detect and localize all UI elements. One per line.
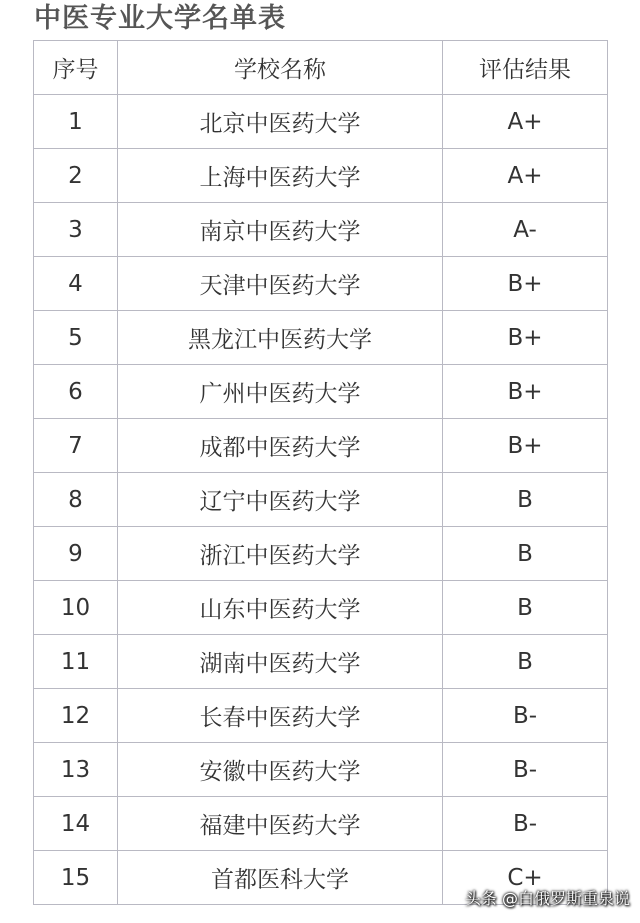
university-table-container (33, 40, 607, 905)
row-index: 2 (34, 149, 118, 203)
row-index: 15 (34, 851, 118, 905)
table-body (34, 95, 608, 905)
row-school-name: 安徽中医药大学 (118, 743, 443, 797)
header-evaluation-result: 评估结果 (443, 41, 608, 95)
row-evaluation-result: C+ (443, 851, 608, 905)
row-school-name: 长春中医药大学 (118, 689, 443, 743)
row-index: 3 (34, 203, 118, 257)
table-row (34, 95, 608, 149)
row-evaluation-result: B (443, 473, 608, 527)
row-index: 5 (34, 311, 118, 365)
row-index: 8 (34, 473, 118, 527)
row-evaluation-result: A+ (443, 95, 608, 149)
table-row (34, 311, 608, 365)
table-row (34, 743, 608, 797)
row-index: 11 (34, 635, 118, 689)
table-row (34, 149, 608, 203)
table-row (34, 527, 608, 581)
header-index: 序号 (34, 41, 118, 95)
university-table (33, 40, 608, 905)
table-row (34, 581, 608, 635)
table-row (34, 797, 608, 851)
table-row (34, 635, 608, 689)
table-row (34, 689, 608, 743)
page-title: 中医专业大学名单表 (34, 3, 286, 34)
row-evaluation-result: B+ (443, 311, 608, 365)
row-evaluation-result: B+ (443, 257, 608, 311)
row-evaluation-result: A+ (443, 149, 608, 203)
row-index: 6 (34, 365, 118, 419)
row-school-name: 首都医科大学 (118, 851, 443, 905)
row-evaluation-result: B (443, 581, 608, 635)
source-watermark: 头条 @白俄罗斯重泉说 (464, 889, 630, 908)
row-evaluation-result: B+ (443, 419, 608, 473)
row-evaluation-result: A- (443, 203, 608, 257)
row-index: 12 (34, 689, 118, 743)
row-school-name: 黑龙江中医药大学 (118, 311, 443, 365)
row-school-name: 成都中医药大学 (118, 419, 443, 473)
row-index: 1 (34, 95, 118, 149)
table-row (34, 257, 608, 311)
row-school-name: 山东中医药大学 (118, 581, 443, 635)
header-school-name: 学校名称 (118, 41, 443, 95)
row-index: 14 (34, 797, 118, 851)
row-school-name: 福建中医药大学 (118, 797, 443, 851)
row-evaluation-result: B- (443, 689, 608, 743)
row-index: 7 (34, 419, 118, 473)
row-index: 9 (34, 527, 118, 581)
row-school-name: 上海中医药大学 (118, 149, 443, 203)
row-school-name: 南京中医药大学 (118, 203, 443, 257)
row-index: 10 (34, 581, 118, 635)
row-evaluation-result: B (443, 527, 608, 581)
row-school-name: 天津中医药大学 (118, 257, 443, 311)
row-school-name: 北京中医药大学 (118, 95, 443, 149)
row-evaluation-result: B- (443, 743, 608, 797)
row-evaluation-result: B (443, 635, 608, 689)
row-index: 13 (34, 743, 118, 797)
table-header-row (34, 41, 608, 95)
row-evaluation-result: B- (443, 797, 608, 851)
row-school-name: 湖南中医药大学 (118, 635, 443, 689)
row-school-name: 广州中医药大学 (118, 365, 443, 419)
table-row (34, 365, 608, 419)
row-school-name: 浙江中医药大学 (118, 527, 443, 581)
table-row (34, 203, 608, 257)
row-index: 4 (34, 257, 118, 311)
row-school-name: 辽宁中医药大学 (118, 473, 443, 527)
row-evaluation-result: B+ (443, 365, 608, 419)
table-row (34, 473, 608, 527)
table-row (34, 419, 608, 473)
